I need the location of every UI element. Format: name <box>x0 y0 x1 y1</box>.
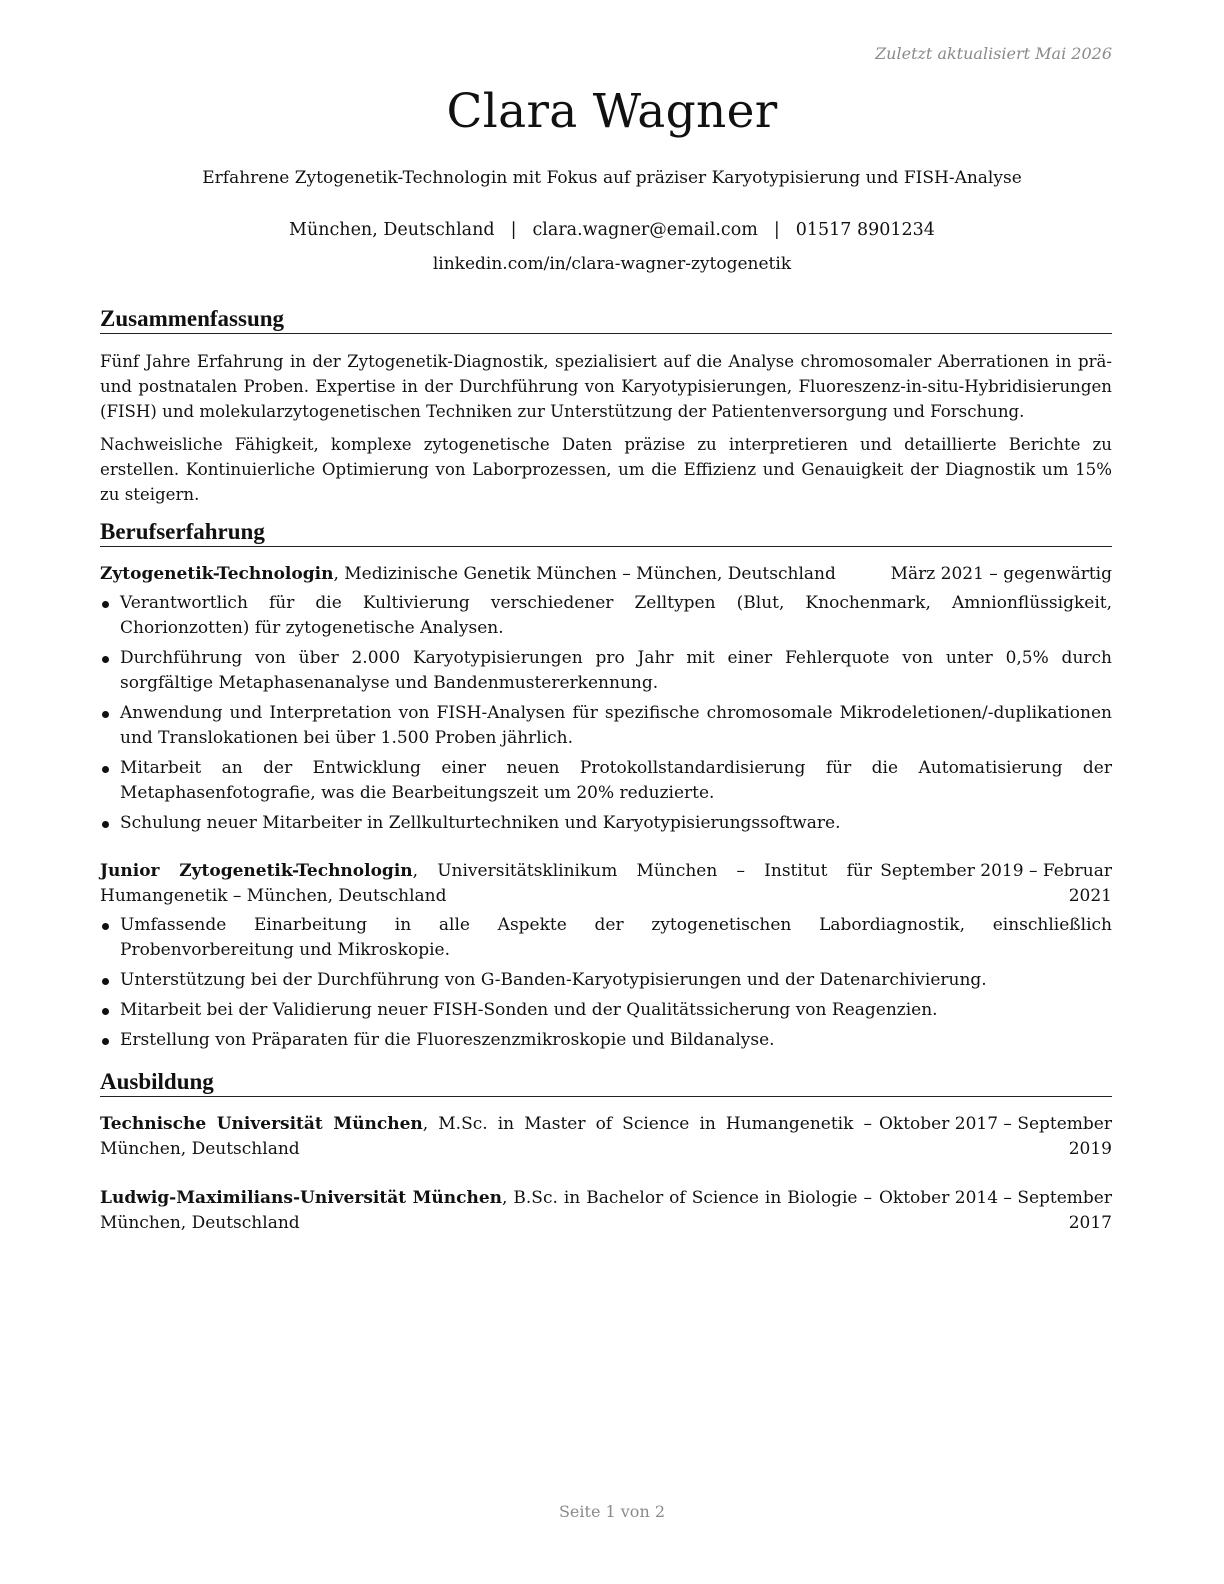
job-bullet-list <box>100 913 1112 1053</box>
list-item: Durchführung von über 2.000 Karyotypisierungen pro Jahr mit einer Fehlerquote von unter 0,5% durch sorgfältige Metaphasenanalyse und Bandenmustererkennung. <box>100 646 1112 696</box>
education-section <box>100 1069 1112 1236</box>
section-heading-experience: Berufserfahrung <box>100 519 1112 547</box>
experience-section <box>100 519 1112 1053</box>
job-title-line <box>100 859 872 909</box>
list-item: Umfassende Einarbeitung in alle Aspekte der zytogenetischen Labordiagnostik, einschließlich Probenvorbereitung und Mikroskopie. <box>100 913 1112 963</box>
list-item: Erstellung von Präparaten für die Fluoreszenzmikroskopie und Bildanalyse. <box>100 1028 1112 1053</box>
location-text: München, Deutschland <box>289 220 495 240</box>
education-dates: Oktober 2017 – September 2019 <box>878 1114 1112 1159</box>
education-title-line <box>100 1112 872 1162</box>
job-entry <box>100 859 1112 1053</box>
job-dates: März 2021 – gegenwärtig <box>890 564 1112 584</box>
job-dates: September 2019 – Februar 2021 <box>880 861 1112 906</box>
section-heading-education: Ausbildung <box>100 1069 1112 1097</box>
page-number: Seite 1 von 2 <box>558 1502 666 1521</box>
education-dates: Oktober 2014 – September 2017 <box>878 1188 1112 1233</box>
contact-separator: | <box>510 220 517 240</box>
job-organization: , Universitätsklinikum München – Institut für Humangenetik – München, Deutschland <box>100 861 872 906</box>
contact-separator: | <box>773 220 780 240</box>
job-title: Zytogenetik-Technologin <box>100 564 334 584</box>
list-item: Mitarbeit bei der Validierung neuer FISH-Sonden und der Qualitätssicherung von Reagenzien. <box>100 998 1112 1023</box>
job-bullet-list <box>100 591 1112 836</box>
job-header <box>100 562 1112 587</box>
job-title: Junior Zytogenetik-Technologin <box>100 861 413 881</box>
linkedin-link[interactable]: linkedin.com/in/clara-wagner-zytogenetik <box>432 254 792 274</box>
section-heading-summary: Zusammenfassung <box>100 306 1112 334</box>
list-item: Mitarbeit an der Entwicklung einer neuen Protokollstandardisierung für die Automatisierung der Metaphasenfotografie, was die Bearbeitungszeit um 20% reduzierte. <box>100 756 1112 806</box>
list-item: Verantwortlich für die Kultivierung verschiedener Zelltypen (Blut, Knochenmark, Amnionflüssigkeit, Chorionzotten) für zytogenetische Analysen. <box>100 591 1112 641</box>
job-title-line <box>100 562 891 587</box>
summary-paragraph: Nachweisliche Fähigkeit, komplexe zytogenetische Daten präzise zu interpretieren und detaillierte Berichte zu erstellen. Kontinuierliche Optimierung von Laborprozessen, um die Effizienz und Genauigkeit der Diagnostik um 15% zu steigern. <box>100 435 1112 504</box>
email-link[interactable]: clara.wagner@email.com <box>532 220 758 240</box>
phone-text: 01517 8901234 <box>795 220 935 240</box>
candidate-tagline: Erfahrene Zytogenetik-Technologin mit Fokus auf präziser Karyotypisierung und FISH-Analyse <box>202 168 1022 188</box>
list-item: Schulung neuer Mitarbeiter in Zellkulturtechniken und Karyotypisierungssoftware. <box>100 811 1112 836</box>
degree-detail: , B.Sc. in Bachelor of Science in Biologie – München, Deutschland <box>100 1188 872 1233</box>
list-item: Anwendung und Interpretation von FISH-Analysen für spezifische chromosomale Mikrodeletionen/-duplikationen und Translokationen bei über 1.500 Proben jährlich. <box>100 701 1112 751</box>
last-updated-note: Zuletzt aktualisiert Mai 2026 <box>875 44 1112 63</box>
education-title-line <box>100 1186 872 1236</box>
summary-paragraph: Fünf Jahre Erfahrung in der Zytogenetik-Diagnostik, spezialisiert auf die Analyse chromosomaler Aberrationen in prä- und postnatalen Proben. Expertise in der Durchführung von Karyotypisierungen, Fluoreszenz-in-situ-Hybridisierungen (FISH) und molekularzytogenetischen Techniken zur Unterstützung der Patientenversorgung und Forschung. <box>100 352 1112 421</box>
job-header <box>100 859 1112 909</box>
school-name: Ludwig-Maximilians-Universität München <box>100 1188 502 1208</box>
job-entry <box>100 562 1112 836</box>
resume-body <box>100 306 1112 1236</box>
job-organization: , Medizinische Genetik München – München, Deutschland <box>333 564 836 584</box>
education-entry <box>100 1112 1112 1162</box>
contact-line <box>0 220 1224 240</box>
candidate-name: Clara Wagner <box>446 84 778 139</box>
education-entry <box>100 1186 1112 1236</box>
summary-section <box>100 306 1112 507</box>
school-name: Technische Universität München <box>100 1114 423 1134</box>
degree-detail: , M.Sc. in Master of Science in Humangenetik – München, Deutschland <box>100 1114 872 1159</box>
list-item: Unterstützung bei der Durchführung von G-Banden-Karyotypisierungen und der Datenarchivierung. <box>100 968 1112 993</box>
